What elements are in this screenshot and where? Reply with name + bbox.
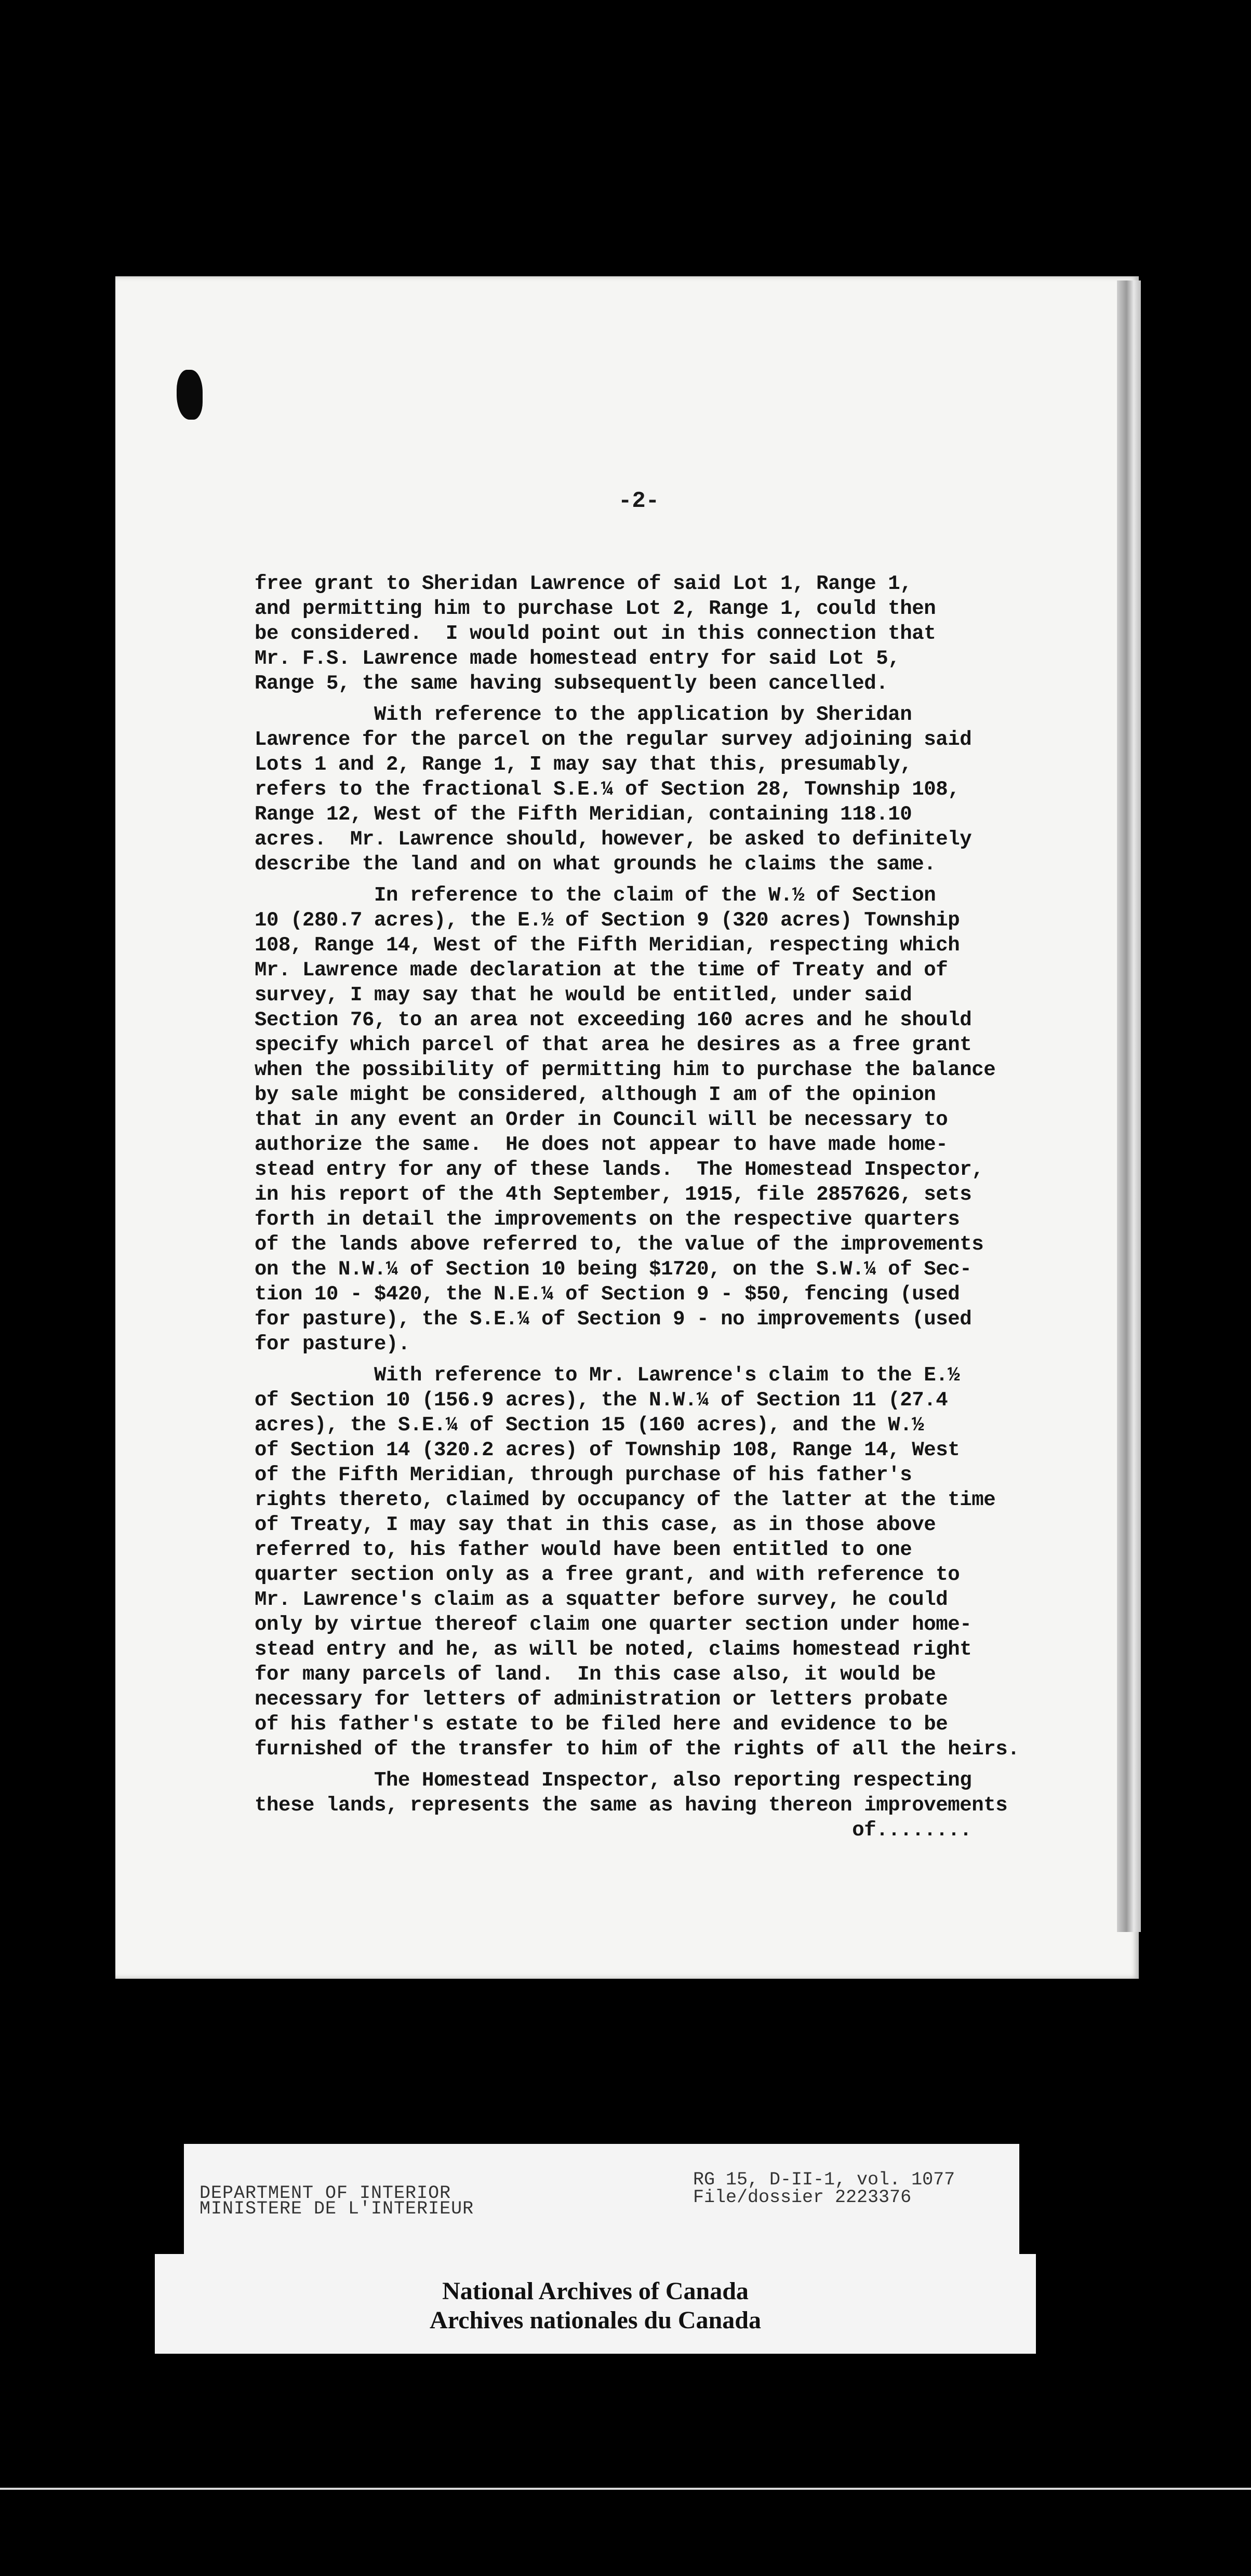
text-line: for pasture). <box>255 1333 410 1356</box>
text-line: With reference to the application by Sheridan <box>255 703 912 726</box>
department-label <box>199 2185 474 2217</box>
text-line: Range 5, the same having subsequently been cancelled. <box>255 672 888 695</box>
text-line: Mr. Lawrence's claim as a squatter before survey, he could <box>255 1588 948 1611</box>
text-line: acres), the S.E.¼ of Section 15 (160 acres), and the W.½ <box>255 1414 924 1437</box>
punch-hole <box>177 370 203 420</box>
text-line: forth in detail the improvements on the respective quarters <box>255 1208 960 1231</box>
text-line: free grant to Sheridan Lawrence of said Lot 1, Range 1, <box>255 572 912 595</box>
text-line: and permitting him to purchase Lot 2, Range 1, could then <box>255 597 936 620</box>
text-line: of Section 14 (320.2 acres) of Township 108, Range 14, West <box>255 1439 960 1461</box>
text-line: Lawrence for the parcel on the regular survey adjoining said <box>255 728 972 751</box>
text-line: rights thereto, claimed by occupancy of the latter at the time <box>255 1488 996 1511</box>
text-line: when the possibility of permitting him to purchase the balance <box>255 1058 996 1081</box>
text-line: of the Fifth Meridian, through purchase of his father's <box>255 1464 912 1486</box>
text-line: describe the land and on what grounds he claims the same. <box>255 853 936 876</box>
text-line: only by virtue thereof claim one quarter section under home- <box>255 1613 972 1636</box>
text-line: for many parcels of land. In this case also, it would be <box>255 1663 936 1686</box>
text-line: survey, I may say that he would be entitled, under said <box>255 984 912 1007</box>
letter-body <box>255 571 1086 1849</box>
text-line: of Section 10 (156.9 acres), the N.W.¼ of Section 11 (27.4 <box>255 1389 948 1412</box>
archive-name-fr: Archives nationales du Canada <box>430 2306 761 2334</box>
text-line: of........ <box>255 1819 972 1842</box>
paragraph-1 <box>255 571 1086 696</box>
text-line: by sale might be considered, although I am of the opinion <box>255 1083 936 1106</box>
text-line: these lands, represents the same as having thereon improvements <box>255 1794 1008 1817</box>
archive-reference-slip <box>184 2144 1019 2255</box>
text-line: stead entry for any of these lands. The Homestead Inspector, <box>255 1158 984 1181</box>
text-line: furnished of the transfer to him of the rights of all the heirs. <box>255 1738 1020 1761</box>
paragraph-3 <box>255 883 1086 1357</box>
text-line: 10 (280.7 acres), the E.½ of Section 9 (320 acres) Township <box>255 909 960 932</box>
department-fr: MINISTERE DE L'INTERIEUR <box>199 2198 474 2219</box>
file-number: File/dossier 2223376 <box>693 2187 912 2208</box>
text-line: With reference to Mr. Lawrence's claim to the E.½ <box>255 1364 960 1387</box>
text-line: refers to the fractional S.E.¼ of Section 28, Township 108, <box>255 778 960 801</box>
text-line: of his father's estate to be filed here and evidence to be <box>255 1713 948 1736</box>
text-line: in his report of the 4th September, 1915, file 2857626, sets <box>255 1183 972 1206</box>
text-line: Section 76, to an area not exceeding 160 acres and he should <box>255 1009 972 1031</box>
archive-name-en: National Archives of Canada <box>442 2277 749 2305</box>
page-edge <box>1117 280 1141 1932</box>
text-line: Mr. Lawrence made declaration at the time of Treaty and of <box>255 959 948 982</box>
paragraph-5 <box>255 1768 1086 1843</box>
text-line: be considered. I would point out in this connection that <box>255 622 936 645</box>
text-line: quarter section only as a free grant, and with reference to <box>255 1563 960 1586</box>
text-line: 108, Range 14, West of the Fifth Meridian, respecting which <box>255 934 960 957</box>
department-en: DEPARTMENT OF INTERIOR <box>199 2183 451 2204</box>
divider <box>0 2488 1251 2490</box>
text-line: of the lands above referred to, the value of the improvements <box>255 1233 984 1256</box>
text-line: that in any event an Order in Council will be necessary to <box>255 1108 948 1131</box>
text-line: of Treaty, I may say that in this case, as in those above <box>255 1513 936 1536</box>
text-line: acres. Mr. Lawrence should, however, be asked to definitely <box>255 828 972 851</box>
text-line: The Homestead Inspector, also reporting respecting <box>255 1769 972 1792</box>
text-line: referred to, his father would have been entitled to one <box>255 1538 912 1561</box>
text-line: stead entry and he, as will be noted, claims homestead right <box>255 1638 972 1661</box>
text-line: authorize the same. He does not appear to have made home- <box>255 1133 948 1156</box>
text-line: for pasture), the S.E.¼ of Section 9 - no improvements (used <box>255 1308 972 1331</box>
text-line: specify which parcel of that area he desires as a free grant <box>255 1034 972 1056</box>
record-group: RG 15, D-II-1, vol. 1077 <box>693 2169 955 2190</box>
text-line: on the N.W.¼ of Section 10 being $1720, on the S.W.¼ of Sec- <box>255 1258 972 1281</box>
paragraph-4 <box>255 1363 1086 1762</box>
text-line: tion 10 - $420, the N.E.¼ of Section 9 - $50, fencing (used <box>255 1283 960 1306</box>
paragraph-2 <box>255 702 1086 877</box>
text-line: Lots 1 and 2, Range 1, I may say that this, presumably, <box>255 753 912 776</box>
text-line: Mr. F.S. Lawrence made homestead entry for said Lot 5, <box>255 647 900 670</box>
file-reference <box>693 2171 955 2206</box>
text-line: necessary for letters of administration or letters probate <box>255 1688 948 1711</box>
text-line: Range 12, West of the Fifth Meridian, containing 118.10 <box>255 803 912 826</box>
text-line: In reference to the claim of the W.½ of Section <box>255 884 936 907</box>
archive-label <box>155 2254 1036 2354</box>
page-number: -2- <box>618 488 660 514</box>
